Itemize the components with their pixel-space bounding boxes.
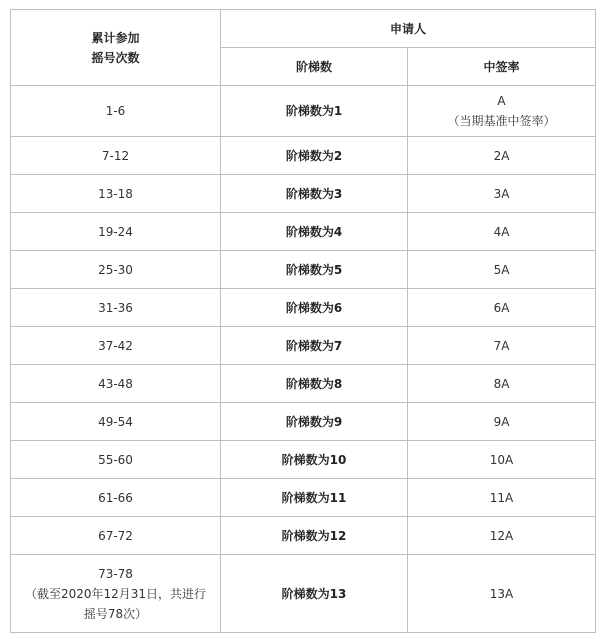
tier-cell: 阶梯数为10 <box>221 441 408 479</box>
tier-cell: 阶梯数为11 <box>221 479 408 517</box>
tier-cell: 阶梯数为9 <box>221 403 408 441</box>
tier-cell: 阶梯数为5 <box>221 251 408 289</box>
range-cell: 7-12 <box>11 137 221 175</box>
tier-cell: 阶梯数为13 <box>221 555 408 633</box>
table-row <box>11 441 596 479</box>
range-cell: 1-6 <box>11 86 221 137</box>
range-cell <box>11 555 221 633</box>
rate-cell: 3A <box>408 175 596 213</box>
header-lottery-count <box>11 10 221 86</box>
range-value: 73-78 <box>98 566 133 581</box>
range-cell: 43-48 <box>11 365 221 403</box>
rate-value: A <box>497 94 506 108</box>
rate-cell: 12A <box>408 517 596 555</box>
rate-cell: 13A <box>408 555 596 633</box>
header-lottery-count-line2: 摇号次数 <box>91 50 140 65</box>
tier-cell: 阶梯数为1 <box>221 86 408 137</box>
table-row <box>11 327 596 365</box>
lottery-tier-table <box>10 9 596 633</box>
tier-cell: 阶梯数为8 <box>221 365 408 403</box>
range-cell: 49-54 <box>11 403 221 441</box>
table-row <box>11 213 596 251</box>
table-row <box>11 517 596 555</box>
rate-cell: 11A <box>408 479 596 517</box>
header-applicant: 申请人 <box>221 10 596 48</box>
table-row <box>11 175 596 213</box>
rate-cell: 4A <box>408 213 596 251</box>
rate-cell: 8A <box>408 365 596 403</box>
tier-cell: 阶梯数为4 <box>221 213 408 251</box>
range-note-line2: 摇号78次） <box>83 606 148 621</box>
range-cell: 19-24 <box>11 213 221 251</box>
range-cell: 13-18 <box>11 175 221 213</box>
table-row <box>11 555 596 633</box>
tier-cell: 阶梯数为12 <box>221 517 408 555</box>
rate-note: （当期基准中签率） <box>447 114 556 128</box>
range-cell: 67-72 <box>11 517 221 555</box>
range-cell: 25-30 <box>11 251 221 289</box>
header-rate: 中签率 <box>408 48 596 86</box>
rate-cell: 7A <box>408 327 596 365</box>
range-cell: 31-36 <box>11 289 221 327</box>
header-lottery-count-line1: 累计参加 <box>91 30 140 45</box>
range-cell: 55-60 <box>11 441 221 479</box>
tier-cell: 阶梯数为7 <box>221 327 408 365</box>
range-cell: 37-42 <box>11 327 221 365</box>
rate-cell: 9A <box>408 403 596 441</box>
table-row <box>11 365 596 403</box>
rate-cell: 6A <box>408 289 596 327</box>
tier-cell: 阶梯数为6 <box>221 289 408 327</box>
rate-cell <box>408 86 596 137</box>
table-row <box>11 403 596 441</box>
table-row <box>11 289 596 327</box>
table-row <box>11 86 596 137</box>
rate-cell: 5A <box>408 251 596 289</box>
tier-cell: 阶梯数为2 <box>221 137 408 175</box>
header-row-top <box>11 10 596 48</box>
range-note-line1: （截至2020年12月31日，共进行 <box>24 586 207 601</box>
tier-cell: 阶梯数为3 <box>221 175 408 213</box>
rate-cell: 2A <box>408 137 596 175</box>
header-tier: 阶梯数 <box>221 48 408 86</box>
table-row <box>11 137 596 175</box>
table-row <box>11 479 596 517</box>
rate-cell: 10A <box>408 441 596 479</box>
table-row <box>11 251 596 289</box>
range-cell: 61-66 <box>11 479 221 517</box>
